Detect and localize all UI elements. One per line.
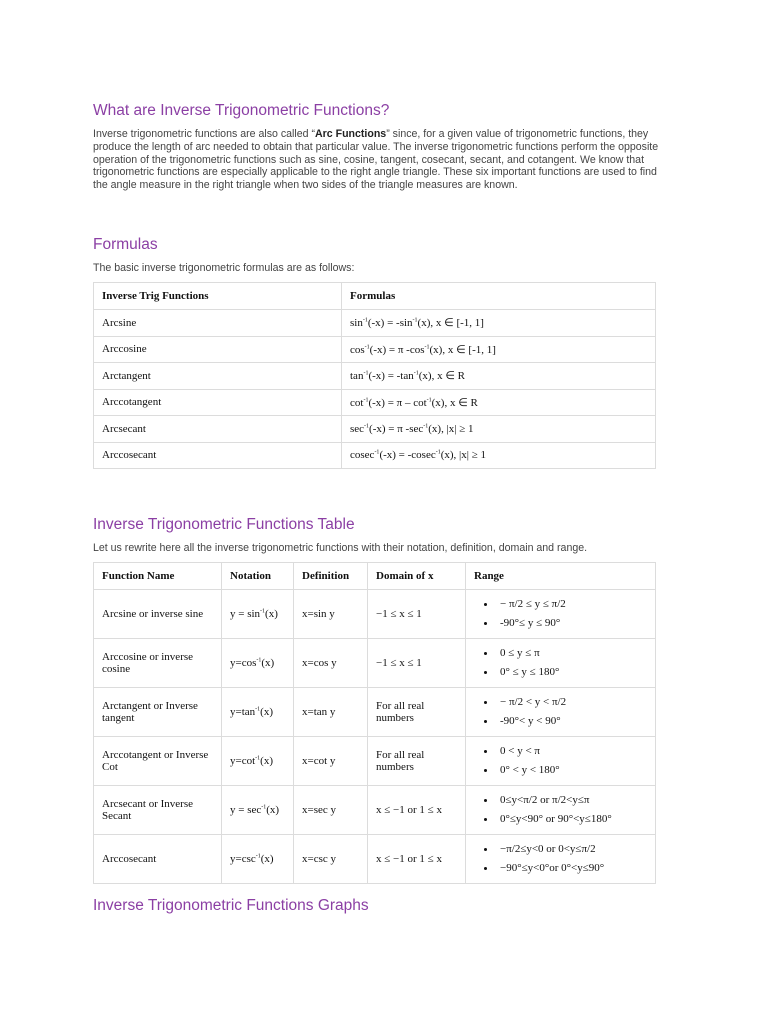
table-header-row xyxy=(94,563,656,590)
formula-cell xyxy=(342,336,656,363)
table-row xyxy=(94,835,656,884)
column-header: Inverse Trig Functions xyxy=(94,283,342,310)
domain-cell: For all real numbers xyxy=(368,737,466,786)
column-header: Function Name xyxy=(94,563,222,590)
function-name-cell: Arccosine or inverse cosine xyxy=(94,639,222,688)
column-header: Range xyxy=(466,563,656,590)
definition-cell: x=cos y xyxy=(294,639,368,688)
formula-part: (-x) = π – cot xyxy=(368,396,427,409)
notation-part: y=cos xyxy=(230,657,257,669)
formula-part: (x), x ∈ [-1, 1] xyxy=(429,343,496,356)
table-row xyxy=(94,416,656,443)
notation-cell xyxy=(222,688,294,737)
range-item-radians: • −π/2≤y<0 or 0<y≤π/2 xyxy=(496,840,647,859)
notation-part: (x) xyxy=(260,706,273,718)
function-name-cell: Arctangent or Inverse tangent xyxy=(94,688,222,737)
notation-part: (x) xyxy=(260,853,274,865)
superscript: -1 xyxy=(363,370,369,377)
function-name-cell: Arcsecant xyxy=(94,416,342,443)
column-header: Notation xyxy=(222,563,294,590)
function-name-cell: Arccosine xyxy=(94,336,342,363)
superscript: -1 xyxy=(435,449,441,456)
formula-part: (-x) = -sin xyxy=(367,317,413,330)
formula-part: (-x) = π -cos xyxy=(369,343,425,356)
function-name-cell: Arccotangent or Inverse Cot xyxy=(94,737,222,786)
range-list xyxy=(474,742,647,780)
notation-cell xyxy=(222,639,294,688)
range-list xyxy=(474,840,647,878)
range-list xyxy=(474,693,647,731)
intro-text-start: Inverse trigonometric functions are also called “ xyxy=(93,128,315,140)
notation-part: (x) xyxy=(261,657,275,669)
function-name-cell: Arccosecant xyxy=(94,835,222,884)
formula-part: (x), x ∈ R xyxy=(431,396,478,409)
function-name-cell: Arcsine or inverse sine xyxy=(94,590,222,639)
formula-part: sec xyxy=(350,422,365,435)
domain-cell: −1 ≤ x ≤ 1 xyxy=(368,590,466,639)
definition-cell: x=cot y xyxy=(294,737,368,786)
notation-cell xyxy=(222,590,294,639)
notation-cell xyxy=(222,737,294,786)
range-list xyxy=(474,644,647,682)
formula-part: cosec xyxy=(350,449,375,462)
superscript: -1 xyxy=(261,804,267,811)
domain-cell: x ≤ −1 or 1 ≤ x xyxy=(368,786,466,835)
notation-part: y = sec xyxy=(230,804,262,816)
notation-part: y=csc xyxy=(230,853,256,865)
superscript: -1 xyxy=(413,370,419,377)
formula-cell xyxy=(342,310,656,337)
range-item-degrees: • 0°≤y<90° or 90°<y≤180° xyxy=(496,810,647,829)
range-item-radians: • 0≤y<π/2 or π/2<y≤π xyxy=(496,791,647,810)
range-cell xyxy=(466,688,656,737)
column-header: Domain of x xyxy=(368,563,466,590)
function-name-cell: Arcsecant or Inverse Secant xyxy=(94,786,222,835)
notation-part: y=cot xyxy=(230,755,256,767)
range-item-radians: • − π/2 < y < π/2 xyxy=(496,693,647,712)
range-cell xyxy=(466,835,656,884)
superscript: -1 xyxy=(423,423,429,430)
superscript: -1 xyxy=(363,397,369,404)
superscript: -1 xyxy=(364,423,370,430)
intro-paragraph xyxy=(93,128,668,192)
definition-cell: x=sec y xyxy=(294,786,368,835)
definition-cell: x=csc y xyxy=(294,835,368,884)
superscript: -1 xyxy=(255,706,261,713)
table-row xyxy=(94,336,656,363)
formula-cell xyxy=(342,416,656,443)
notation-part: (x) xyxy=(265,608,278,620)
table-row xyxy=(94,389,656,416)
notation-part: y = sin xyxy=(230,608,261,620)
function-name-cell: Arcsine xyxy=(94,310,342,337)
formula-part: cot xyxy=(350,396,364,409)
formula-part: (-x) = π -sec xyxy=(369,422,424,435)
range-item-radians: • 0 < y < π xyxy=(496,742,647,761)
formula-cell xyxy=(342,363,656,390)
table-row xyxy=(94,590,656,639)
notation-part: y=tan xyxy=(230,706,256,718)
section-heading-graphs: Inverse Trigonometric Functions Graphs xyxy=(93,897,369,914)
superscript: -1 xyxy=(256,657,262,664)
range-item-degrees: • 0° < y < 180° xyxy=(496,761,647,780)
range-item-degrees: • -90°≤ y ≤ 90° xyxy=(496,614,647,633)
table-row xyxy=(94,639,656,688)
domain-cell: x ≤ −1 or 1 ≤ x xyxy=(368,835,466,884)
range-item-degrees: • 0° ≤ y ≤ 180° xyxy=(496,663,647,682)
definition-cell: x=tan y xyxy=(294,688,368,737)
table-row xyxy=(94,737,656,786)
superscript: -1 xyxy=(374,449,380,456)
function-name-cell: Arctangent xyxy=(94,363,342,390)
formulas-intro: The basic inverse trigonometric formulas are as follows: xyxy=(93,262,355,274)
domain-cell: For all real numbers xyxy=(368,688,466,737)
range-item-degrees: • −90°≤y<0°or 0°<y≤90° xyxy=(496,859,647,878)
table-row xyxy=(94,442,656,469)
section-heading-what-are: What are Inverse Trigonometric Functions? xyxy=(93,102,390,119)
intro-text-end: ” since, for a given value of trigonometric functions, they produce the length of arc needed to obtain that particular value. The inverse trigonometric functions perform the opposite operation of the trigonometric functions such as sine, cosine, tangent, cosecant, secant, and cotangent. We know that trigonometric functions are especially applicable to the right angle triangle. These six important functions are used to find the angle measure in the right triangle when two sides of the triangle measures are known. xyxy=(93,128,659,192)
notation-cell xyxy=(222,835,294,884)
function-name-cell: Arccosecant xyxy=(94,442,342,469)
column-header: Formulas xyxy=(342,283,656,310)
table-row xyxy=(94,363,656,390)
table-intro: Let us rewrite here all the inverse trigonometric functions with their notation, definition, domain and range. xyxy=(93,542,588,554)
function-name-cell: Arccotangent xyxy=(94,389,342,416)
formula-part: sin xyxy=(350,317,363,330)
column-header: Definition xyxy=(294,563,368,590)
formula-cell xyxy=(342,389,656,416)
superscript: -1 xyxy=(362,317,368,324)
table-row xyxy=(94,310,656,337)
range-item-degrees: • -90°< y < 90° xyxy=(496,712,647,731)
range-item-radians: • 0 ≤ y ≤ π xyxy=(496,644,647,663)
formula-cell xyxy=(342,442,656,469)
intro-bold-term: Arc Functions xyxy=(314,128,387,140)
formula-part: (x), |x| ≥ 1 xyxy=(428,422,474,435)
range-cell xyxy=(466,737,656,786)
range-cell xyxy=(466,786,656,835)
superscript: -1 xyxy=(255,853,261,860)
table-row xyxy=(94,786,656,835)
formulas-table xyxy=(93,282,656,469)
table-row xyxy=(94,688,656,737)
superscript: -1 xyxy=(412,317,418,324)
definition-cell: x=sin y xyxy=(294,590,368,639)
superscript: -1 xyxy=(426,397,432,404)
superscript: -1 xyxy=(424,344,430,351)
notation-part: (x) xyxy=(260,755,273,767)
superscript: -1 xyxy=(260,608,266,615)
superscript: -1 xyxy=(364,344,370,351)
notation-part: (x) xyxy=(266,804,280,816)
range-cell xyxy=(466,639,656,688)
formula-part: (x), x ∈ R xyxy=(418,370,465,383)
formula-part: (-x) = -cosec xyxy=(379,449,436,462)
formula-part: cos xyxy=(350,343,365,356)
superscript: -1 xyxy=(255,755,261,762)
table-header-row xyxy=(94,283,656,310)
formula-part: tan xyxy=(350,370,364,383)
section-heading-table: Inverse Trigonometric Functions Table xyxy=(93,516,355,533)
formula-part: (x), |x| ≥ 1 xyxy=(440,449,487,462)
section-heading-formulas: Formulas xyxy=(93,236,158,253)
formula-part: (x), x ∈ [-1, 1] xyxy=(417,317,484,330)
range-cell xyxy=(466,590,656,639)
range-list xyxy=(474,791,647,829)
formula-part: (-x) = -tan xyxy=(368,370,414,383)
notation-cell xyxy=(222,786,294,835)
domain-cell: −1 ≤ x ≤ 1 xyxy=(368,639,466,688)
range-list xyxy=(474,595,647,633)
range-item-radians: • − π/2 ≤ y ≤ π/2 xyxy=(496,595,647,614)
functions-table xyxy=(93,562,656,884)
